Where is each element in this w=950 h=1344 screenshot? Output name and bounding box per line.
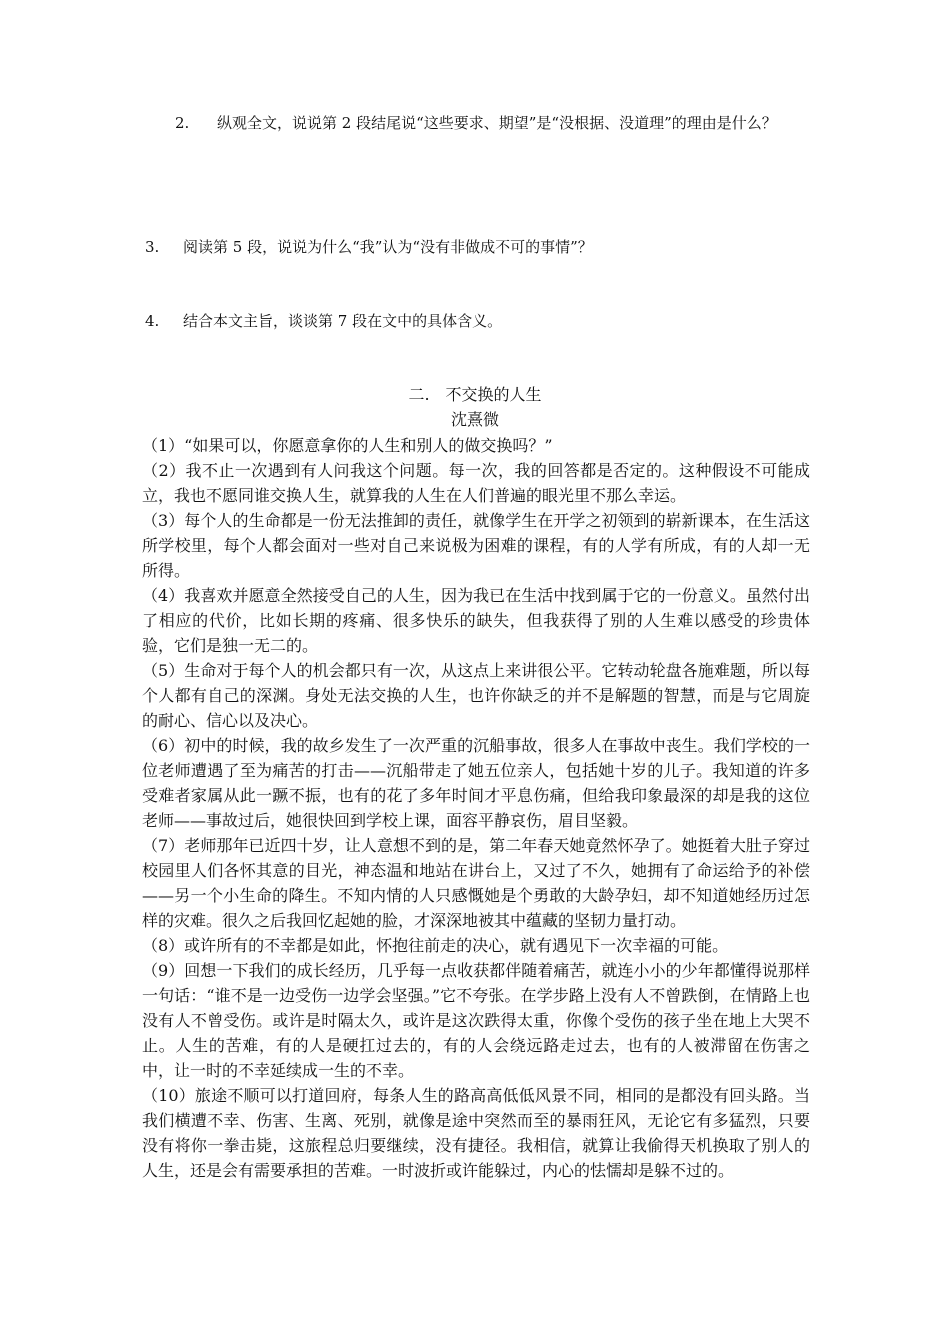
- paragraph-9: （9）回想一下我们的成长经历，几乎每一点收获都伴随着痛苦，就连小小的少年都懂得说那样一句话：“谁不是一边受伤一边学会坚强。”它不夸张。在学步路上没有人不曾跌倒，在情路上也没有人不曾受伤。或许是时隔太久，或许是这次跌得太重，你像个受伤的孩子坐在地上大哭不止。人生的苦难，有的人是硬扛过去的，有的人会绕远路走过去，也有的人被滞留在伤害之中，让一时的不幸延续成一生的不幸。: [142, 961, 810, 1080]
- question-text: 纵观全文，说说第 2 段结尾说“这些要求、期望”是“没根据、没道理”的理由是什么？: [217, 114, 777, 132]
- question-4: [145, 310, 502, 332]
- paragraph-1: （1）“如果可以，你愿意拿你的人生和别人的做交换吗？”: [142, 436, 553, 455]
- paragraph-2: （2）我不止一次遇到有人问我这个问题。每一次，我的回答都是否定的。这种假设不可能成立，我也不愿同谁交换人生，就算我的人生在人们普遍的眼光里不那么幸运。: [142, 461, 810, 505]
- article-body: [142, 433, 810, 1183]
- question-text: 阅读第 5 段，说说为什么“我”认为“没有非做成不可的事情”？: [183, 238, 593, 256]
- paragraph-6: （6）初中的时候，我的故乡发生了一次严重的沉船事故，很多人在事故中丧生。我们学校的一位老师遭遇了至为痛苦的打击——沉船带走了她五位亲人，包括她十岁的儿子。我知道的许多受难者家属从此一蹶不振，也有的花了多年时间才平息伤痛，但给我印象最深的却是我的这位老师——事故过后，她很快回到学校上课，面容平静哀伤，眉目坚毅。: [142, 736, 810, 830]
- article-title: 二. 不交换的人生: [408, 385, 542, 404]
- paragraph-7: （7）老师那年已近四十岁，让人意想不到的是，第二年春天她竟然怀孕了。她挺着大肚子穿过校园里人们各怀其意的目光，神态温和地站在讲台上，又过了不久，她拥有了命运给予的补偿——另一个小生命的降生。不知内情的人只感慨她是个勇敢的大龄孕妇，却不知道她经历过怎样的灾难。很久之后我回忆起她的脸，才深深地被其中蕴藏的坚韧力量打动。: [142, 836, 810, 930]
- paragraph-10: （10）旅途不顺可以打道回府，每条人生的路高高低低风景不同，相同的是都没有回头路。当我们横遭不幸、伤害、生离、死别，就像是途中突然而至的暴雨狂风，无论它有多猛烈，只要没有将你一拳击毙，这旅程总归要继续，没有捷径。我相信，就算让我偷得天机换取了别人的人生，还是会有需要承担的苦难。一时波折或许能躲过，内心的怯懦却是躲不过的。: [142, 1086, 810, 1180]
- paragraph-4: （4）我喜欢并愿意全然接受自己的人生，因为我已在生活中找到属于它的一份意义。虽然付出了相应的代价，比如长期的疼痛、很多快乐的缺失，但我获得了别的人生难以感受的珍贵体验，它们是独一无二的。: [142, 586, 810, 655]
- question-2: [145, 112, 825, 134]
- paragraph-3: （3）每个人的生命都是一份无法推卸的责任，就像学生在开学之初领到的崭新课本，在生活这所学校里，每个人都会面对一些对自己来说极为困难的课程，有的人学有所成，有的人却一无所得。: [142, 511, 810, 580]
- paragraph-8: （8）或许所有的不幸都是如此，怀抱往前走的决心，就有遇见下一次幸福的可能。: [142, 936, 729, 955]
- article-author: 沈熹微: [450, 410, 499, 429]
- question-number: 3.: [145, 238, 160, 256]
- question-text: 结合本文主旨，谈谈第 7 段在文中的具体含义。: [183, 312, 503, 330]
- paragraph-5: （5）生命对于每个人的机会都只有一次，从这点上来讲很公平。它转动轮盘各施难题，所以每个人都有自己的深渊。身处无法交换的人生，也许你缺乏的并不是解题的智慧，而是与它周旋的耐心、信心以及决心。: [142, 661, 810, 730]
- question-number: 4.: [145, 312, 160, 330]
- question-number: 2.: [175, 114, 190, 132]
- question-3: [145, 236, 593, 258]
